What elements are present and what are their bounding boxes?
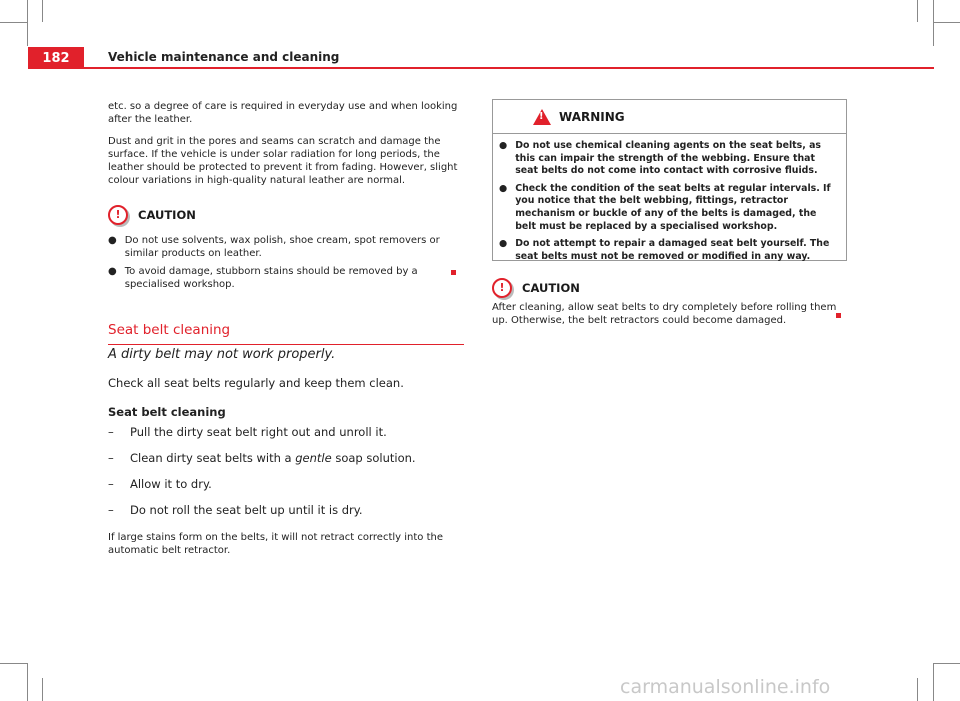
list-item: ● Check the condition of the seat belts at regular intervals. If you notice that the belt webbing, fittings, retractor mechanism or buckle of any of the belts is damaged, the belt must be replaced by a specialised workshop. (499, 182, 831, 232)
leather-para-2: Dust and grit in the pores and seams can scratch and damage the surface. If the vehicle is under solar radiation for long periods, the leather should be protected to prevent it from fading. However, slight colour variations in high-quality natural leather are normal. (108, 136, 458, 186)
section-title: Vehicle maintenance and cleaning (108, 50, 340, 64)
header-rule (84, 67, 934, 69)
bullet-icon: ● (499, 238, 508, 250)
caution-title: CAUTION (522, 281, 580, 295)
steps-title: Seat belt cleaning (108, 405, 226, 419)
bullet-icon: ● (499, 140, 508, 151)
step-item: – Do not roll the seat belt up until it is dry. (108, 503, 363, 517)
section-heading: Seat belt cleaning (108, 322, 464, 345)
intro-text: Check all seat belts regularly and keep them clean. (108, 376, 404, 390)
section-subtitle: A dirty belt may not work properly. (108, 347, 336, 362)
step-item: – Allow it to dry. (108, 477, 212, 491)
end-marker (451, 270, 456, 275)
warning-box (492, 99, 847, 261)
list-item: ● Do not use chemical cleaning agents on the seat belts, as this can impair the strength of the webbing. Ensure that seat belts do not come into contact with corrosive fluids. (499, 140, 821, 177)
step-item: – Clean dirty seat belts with a gentle soap solution. (108, 451, 416, 465)
end-marker (836, 313, 841, 318)
watermark-text: carmanualsonline.info (620, 676, 831, 698)
bullet-icon: ● (108, 235, 117, 246)
caution-text: After cleaning, allow seat belts to dry completely before rolling them up. Otherwise, the belt retractors could become damaged. (492, 302, 837, 326)
list-item: ● Do not use solvents, wax polish, shoe cream, spot removers or similar products on leather. (108, 235, 440, 259)
step-item: – Pull the dirty seat belt right out and unroll it. (108, 425, 387, 439)
page-number: 182 (28, 47, 84, 69)
warning-triangle-icon (533, 109, 551, 125)
note-text: If large stains form on the belts, it will not retract correctly into the automatic belt retractor. (108, 532, 443, 556)
caution-leather (108, 205, 464, 291)
bullet-icon: ● (499, 182, 508, 194)
caution-seatbelt (492, 278, 848, 327)
list-item: ● To avoid damage, stubborn stains should be removed by a specialised workshop. (108, 266, 418, 290)
bullet-icon: ● (108, 266, 117, 277)
leather-para-1: etc. so a degree of care is required in everyday use and when looking after the leather. (108, 101, 458, 125)
caution-title: CAUTION (138, 208, 196, 222)
list-item: ● Do not attempt to repair a damaged seat belt yourself. The seat belts must not be removed or modified in any way. (499, 238, 830, 262)
caution-icon (108, 205, 128, 225)
steps-list (108, 425, 464, 529)
warning-title: WARNING (559, 109, 625, 124)
caution-icon (492, 278, 512, 298)
